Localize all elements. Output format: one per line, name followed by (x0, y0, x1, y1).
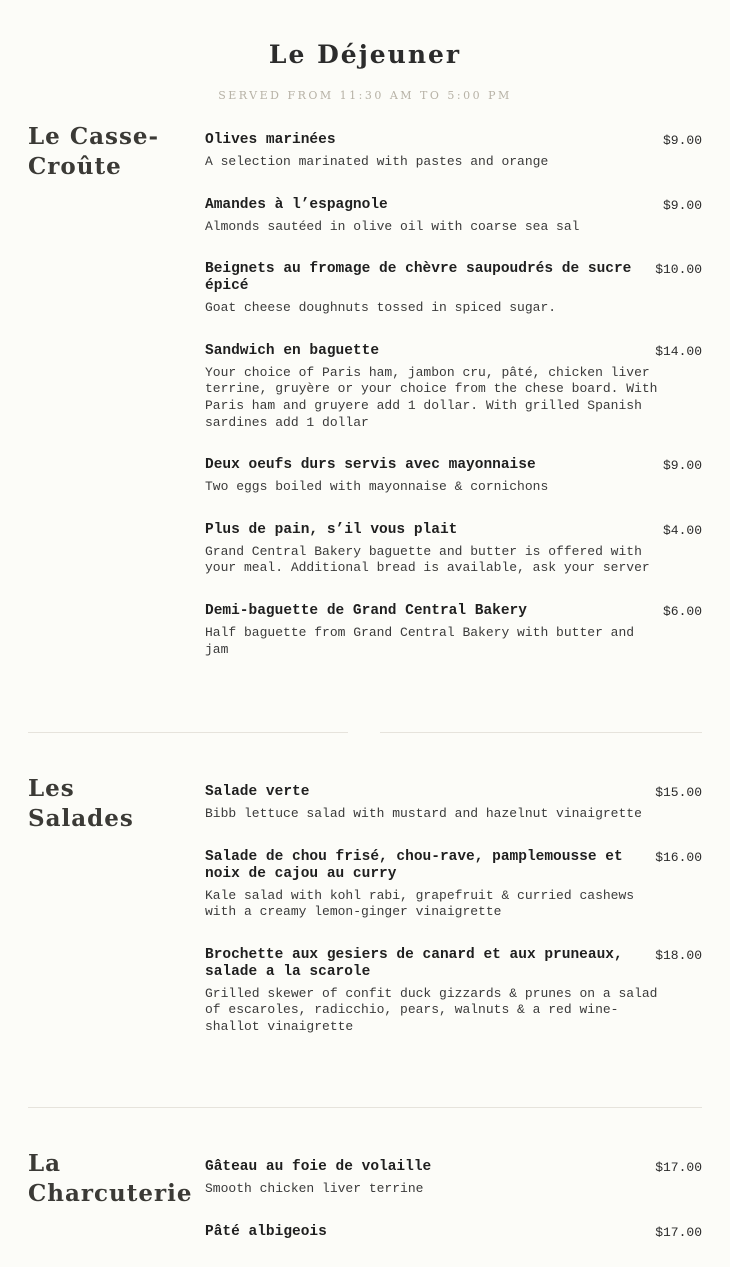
menu-item (205, 343, 702, 431)
menu-item-name: Beignets au fromage de chèvre saupoudrés de sucre épicé (205, 261, 632, 295)
section-divider (380, 732, 702, 733)
menu-item-name: Plus de pain, s’il vous plait (205, 521, 458, 538)
menu-item (205, 522, 702, 577)
menu-item-price: $6.00 (662, 603, 702, 619)
section-title-text: Les Salades (28, 775, 134, 832)
menu-item (205, 132, 702, 171)
section-divider (28, 732, 348, 733)
menu-item (205, 1224, 702, 1241)
menu-item-name: Gâteau au foie de volaille (205, 1159, 432, 1175)
menu-item-description: Half baguette from Grand Central Bakery with butter and jam (205, 624, 635, 657)
menu-item-name: Brochette aux gesiers de canard et aux pruneaux, salade a la scarole (205, 946, 623, 980)
menu-item-name: Deux oeufs durs servis avec mayonnaise (205, 457, 536, 474)
menu-item-price: $10.00 (655, 262, 702, 278)
menu-item-name: Salade de chou frisé, chou-rave, pamplemousse et noix de cajou au curry (205, 848, 623, 882)
menu-item-description: Grand Central Bakery baguette and butter is offered with your meal. Additional bread is available, ask your server (205, 543, 650, 576)
menu-item-description: Bibb lettuce salad with mustard and hazelnut vinaigrette (205, 806, 642, 821)
menu-item (205, 197, 702, 236)
page-title: Le Déjeuner (268, 40, 462, 69)
menu-item (205, 784, 702, 823)
menu-item-price: $9.00 (662, 458, 702, 474)
menu-item-name: Amandes à l’espagnole (205, 196, 388, 213)
menu-item-list (205, 784, 702, 1062)
menu-item (205, 1159, 702, 1198)
menu-item-name: Pâté albigeois (205, 1223, 327, 1240)
menu-item-name: Olives marinées (205, 132, 336, 148)
menu-item-price: $17.00 (655, 1160, 702, 1175)
menu-item-list (205, 1159, 702, 1267)
section-title-text: Le Casse- Croûte (28, 123, 160, 180)
menu-item-name: Demi-baguette de Grand Central Bakery (205, 602, 527, 619)
menu-item (205, 457, 702, 496)
section-divider (28, 1107, 702, 1108)
page-subtitle: SERVED FROM 11:30 AM TO 5:00 PM (218, 89, 512, 102)
menu-item-name: Salade verte (205, 784, 310, 800)
menu-item (205, 849, 702, 921)
section-title (28, 1149, 198, 1209)
menu-item-name: Sandwich en baguette (205, 342, 380, 359)
menu-item-price: $9.00 (662, 133, 702, 148)
menu-item-price: $16.00 (655, 849, 702, 865)
section-title (28, 774, 198, 834)
menu-item (205, 261, 702, 317)
menu-item-description: Almonds sautéed in olive oil with coarse sea sal (205, 218, 580, 234)
menu-item-description: A selection marinated with pastes and orange (205, 154, 549, 169)
section-title (28, 122, 198, 182)
section-title-text: La Charcuterie (28, 1150, 193, 1207)
menu-item-description: Two eggs boiled with mayonnaise & cornichons (205, 479, 549, 495)
menu-item-description: Smooth chicken liver terrine (205, 1181, 424, 1196)
menu-item (205, 947, 702, 1036)
menu-item-price: $14.00 (655, 343, 702, 359)
menu-item-price: $15.00 (655, 785, 702, 800)
menu-item-price: $4.00 (662, 522, 702, 538)
menu-item-description: Goat cheese doughnuts tossed in spiced sugar. (205, 300, 557, 316)
menu-item-price: $17.00 (655, 1224, 702, 1240)
menu-item (205, 603, 702, 658)
menu-item-description: Kale salad with kohl rabi, grapefruit & curried cashews with a creamy lemon-ginger vinaigrette (205, 887, 635, 920)
menu-item-list (205, 132, 702, 684)
menu-item-description: Grilled skewer of confit duck gizzards & prunes on a salad of escaroles, radicchio, pears, walnuts & a red wine-shallot vinaigrette (205, 985, 658, 1034)
menu-item-price: $9.00 (662, 197, 702, 213)
menu-item-description: Your choice of Paris ham, jambon cru, pâté, chicken liver terrine, gruyère or your choice from the chese board. With Paris ham and gruyere add 1 dollar. With grilled Spanish sardines add 1 dollar (205, 364, 658, 430)
menu-item-price: $18.00 (655, 947, 702, 963)
